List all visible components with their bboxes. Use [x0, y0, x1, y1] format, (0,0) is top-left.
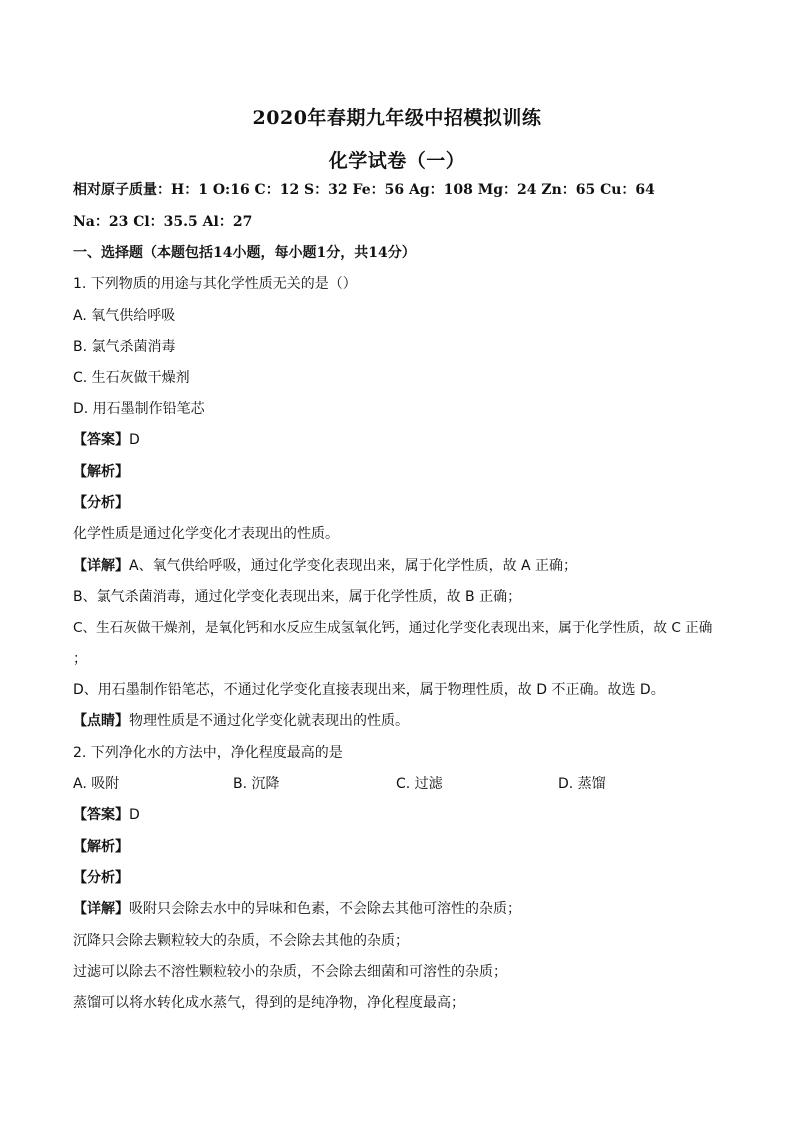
question-1-option-a: A. 氧气供给呼吸 [73, 308, 176, 324]
question-2-option-c: C. 过滤 [396, 776, 443, 792]
question-2-answer [73, 806, 140, 824]
question-1-option-b: B. 氯气杀菌消毒 [73, 339, 176, 355]
question-1-detail-line-3-cont: ； [73, 651, 87, 667]
question-2-detail-line-1 [73, 900, 521, 918]
question-1-detail-line-1 [73, 557, 577, 575]
question-1-stem: 1. 下列物质的用途与其化学性质无关的是（） [73, 276, 357, 292]
question-2-option-d: D. 蒸馏 [558, 776, 606, 792]
answer-tag: 【答案】 [73, 432, 129, 448]
question-2-option-b: B. 沉降 [233, 776, 280, 792]
question-2-fenxi-tag: 【分析】 [73, 870, 129, 886]
question-1-detail-line-3: C、生石灰做干燥剂，是氧化钙和水反应生成氢氧化钙，通过化学变化表现出来，属于化学性质，故 C 正确 [73, 620, 713, 636]
atomic-mass-line-2: Na：23 Cl：35.5 Al：27 [73, 214, 253, 230]
detail-tag: 【详解】 [73, 901, 129, 917]
question-1-fenxi-tag: 【分析】 [73, 495, 129, 511]
answer-value: D [129, 432, 140, 448]
detail-text: 吸附只会除去水中的异味和色素，不会除去其他可溶性的杂质； [129, 901, 521, 917]
question-1-fenxi-text: 化学性质是通过化学变化才表现出的性质。 [73, 526, 339, 542]
question-1-option-d: D. 用石墨制作铅笔芯 [73, 401, 205, 417]
question-1-detail-line-2: B、氯气杀菌消毒，通过化学变化表现出来，属于化学性质，故 B 正确； [73, 589, 522, 605]
answer-tag: 【答案】 [73, 807, 129, 823]
question-1-answer [73, 431, 140, 449]
exam-title: 2020年春期九年级中招模拟训练 [252, 107, 542, 129]
question-2-detail-line-2: 沉降只会除去颗粒较大的杂质，不会除去其他的杂质； [73, 933, 409, 949]
atomic-mass-line-1: 相对原子质量：H：1 O:16 C：12 S：32 Fe：56 Ag：108 Mg：24 Zn：65 Cu：64 [73, 182, 655, 198]
question-1-detail-line-4: D、用石墨制作铅笔芯，不通过化学变化直接表现出来，属于物理性质，故 D 不正确。故选 D。 [73, 682, 665, 698]
question-2-stem: 2. 下列净化水的方法中，净化程度最高的是 [73, 745, 343, 761]
question-2-detail-line-3: 过滤可以除去不溶性颗粒较小的杂质，不会除去细菌和可溶性的杂质； [73, 964, 507, 980]
question-1-analysis-tag: 【解析】 [73, 464, 129, 480]
question-2-option-a: A. 吸附 [73, 776, 120, 792]
answer-value: D [129, 807, 140, 823]
section-heading: 一、选择题（本题包括14小题，每小题1分，共14分） [73, 245, 416, 261]
question-2-detail-line-4: 蒸馏可以将水转化成水蒸气，得到的是纯净物，净化程度最高； [73, 995, 465, 1011]
comment-tag: 【点睛】 [73, 713, 129, 729]
question-1-option-c: C. 生石灰做干燥剂 [73, 370, 190, 386]
comment-text: 物理性质是不通过化学变化就表现出的性质。 [129, 713, 409, 729]
detail-text: A、氧气供给呼吸，通过化学变化表现出来，属于化学性质，故 A 正确； [129, 558, 578, 574]
question-2-options [73, 775, 713, 793]
question-1-comment [73, 712, 409, 730]
exam-subtitle: 化学试卷（一） [328, 150, 466, 172]
question-2-analysis-tag: 【解析】 [73, 839, 129, 855]
detail-tag: 【详解】 [73, 558, 129, 574]
